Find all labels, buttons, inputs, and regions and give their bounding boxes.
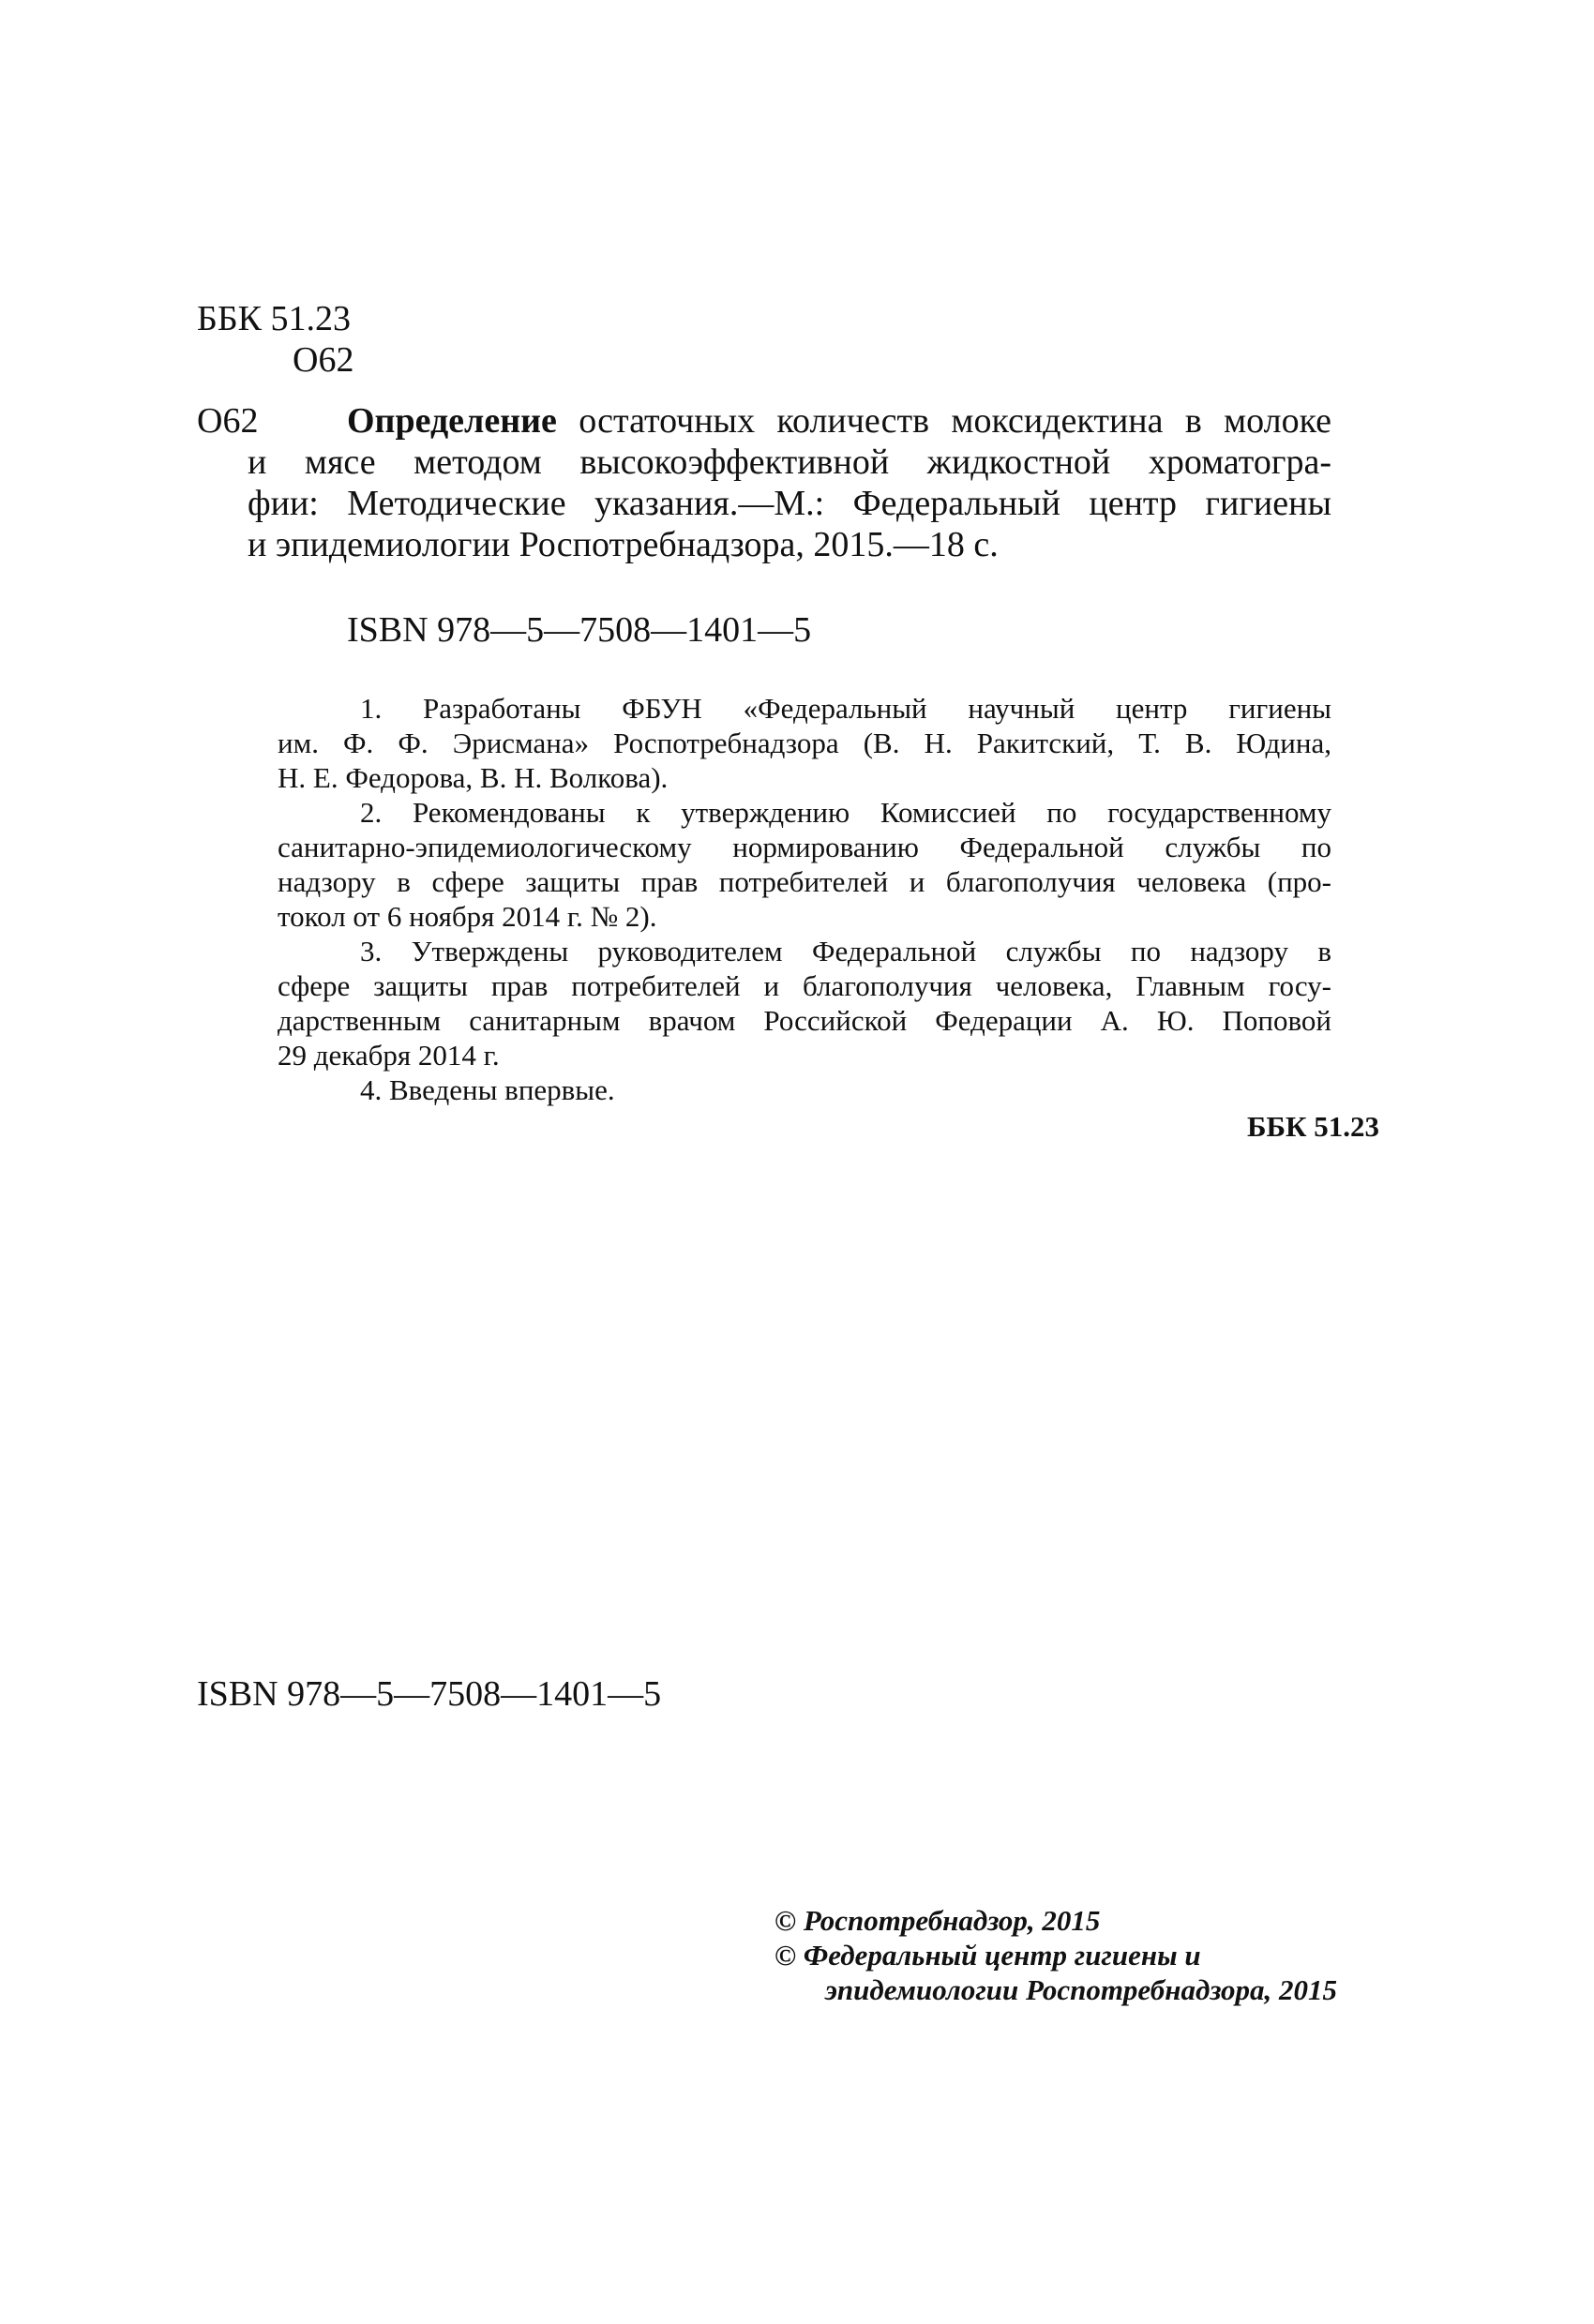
note-line: им. Ф. Ф. Эрисмана» Роспотребнадзора (В. Н. Ракитский, Т. В. Юдина, (278, 727, 1331, 759)
copyright-line: © Роспотребнадзор, 2015 (774, 1904, 1101, 1937)
isbn-bottom: ISBN 978—5—7508—1401—5 (197, 1674, 662, 1714)
note-line: Н. Е. Федорова, В. Н. Волкова). (278, 761, 669, 794)
note-line: санитарно-эпидемиологическому нормированию Федеральной службы по (278, 831, 1331, 863)
note-line: 29 декабря 2014 г. (278, 1039, 500, 1072)
isbn-inner: ISBN 978—5—7508—1401—5 (347, 610, 812, 650)
note-line: токол от 6 ноября 2014 г. № 2). (278, 900, 657, 933)
copyright-line: © Федеральный центр гигиены и (774, 1939, 1201, 1972)
entry-line-2: и мясе методом высокоэффективной жидкостной хроматогра- (248, 442, 1331, 482)
entry-title-bold: Определение (347, 401, 557, 441)
copyright-line: эпидемиологии Роспотребнадзора, 2015 (825, 1973, 1338, 2006)
note-line: надзору в сфере защиты прав потребителей и благополучия человека (про- (278, 865, 1331, 898)
note-line: 4. Введены впервые. (360, 1073, 615, 1106)
bbk-classification-bottom: ББК 51.23 (1247, 1110, 1379, 1143)
entry-author-mark: О62 (197, 401, 259, 441)
publication-notes (278, 691, 1331, 1107)
note-line: 1. Разработаны ФБУН «Федеральный научный центр гигиены (360, 692, 1331, 725)
note-line: дарственным санитарным врачом Российской Федерации А. Ю. Поповой (278, 1004, 1331, 1037)
copyright-block (774, 1903, 1337, 2007)
entry-line-1-rest: остаточных количеств моксидектина в молоке (556, 401, 1331, 441)
author-mark: О62 (293, 340, 354, 380)
bbk-classification-code: ББК 51.23 (197, 299, 351, 338)
bibliographic-entry (248, 400, 1331, 565)
note-line: 3. Утверждены руководителем Федеральной службы по надзору в (360, 935, 1331, 967)
note-line: 2. Рекомендованы к утверждению Комиссией по государственному (360, 796, 1331, 829)
entry-line-1 (248, 400, 1331, 442)
entry-line-3: фии: Методические указания.—М.: Федеральный центр гигиены (248, 484, 1331, 523)
entry-line-4: и эпидемиологии Роспотребнадзора, 2015.—18 с. (248, 525, 999, 564)
note-line: сфере защиты прав потребителей и благополучия человека, Главным госу- (278, 969, 1331, 1002)
